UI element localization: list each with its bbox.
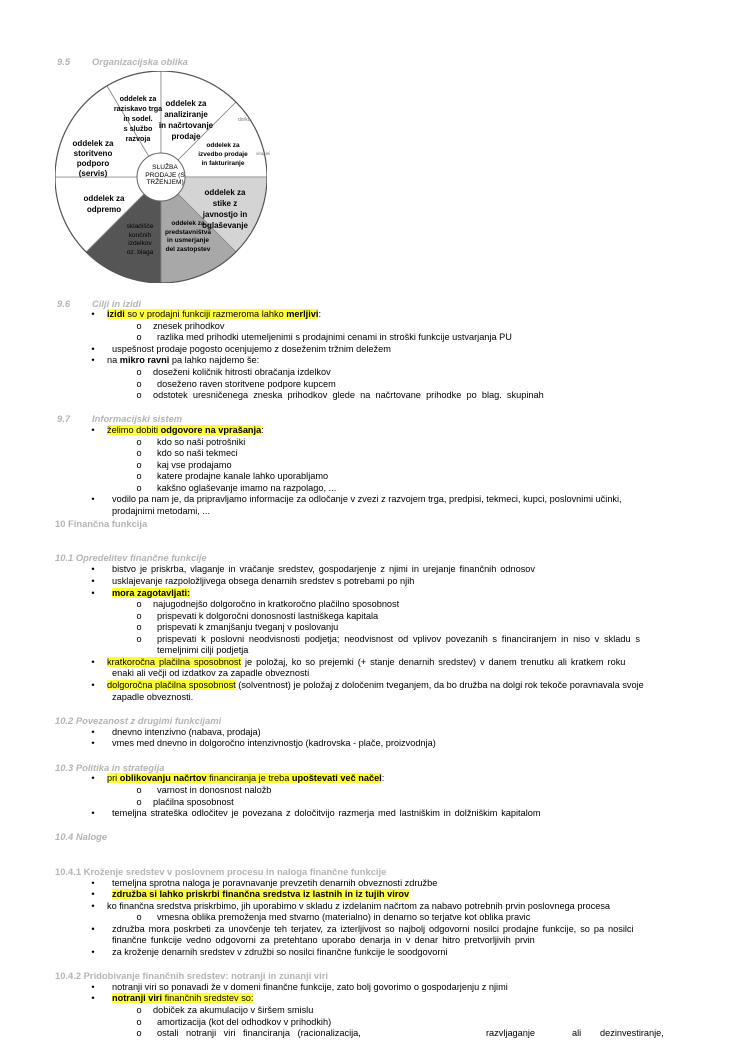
sub-bullet-marker: o (136, 785, 142, 795)
sub-bullet-marker: o (136, 1017, 142, 1027)
sub-list-item: vmesna oblika premoženja med stvarno (materialno) in denarno so terjatve kot oblika pravic (157, 912, 531, 922)
section-heading-10-3: 10.3 Politika in strategija (55, 762, 165, 773)
sub-list-item: prispevati k dolgoročni donosnosti lastniškega kapitala (157, 611, 379, 621)
bullet-marker: • (91, 738, 95, 748)
wheel-segment-raziskave: oddelek za raziskavo trga in sodel. s službo razvoja (113, 94, 163, 143)
sub-list-item: najugodnejšo dolgoročno in kratkoročno plačilno sposobnost (153, 599, 400, 609)
sub-bullet-marker: o (136, 611, 142, 621)
list-item: notranji viri so ponavadi že v domeni finančne funkcije, zato bolj govorimo o gospodarjenju z njimi (112, 982, 508, 992)
bullet-marker: • (91, 808, 95, 818)
sub-list-item: znesek prihodkov (153, 321, 225, 331)
list-item: dnevno intenzivno (nabava, prodaja) (112, 727, 261, 737)
sub-list-item: ostali notranji viri financiranja (racionalizacija, (157, 1028, 361, 1038)
sub-bullet-marker: o (136, 367, 142, 377)
sub-bullet-marker: o (136, 599, 142, 609)
sub-list-item: katere prodajne kanale lahko uporabljamo (157, 471, 329, 481)
sub-bullet-marker: o (136, 622, 142, 632)
sub-bullet-marker: o (136, 390, 142, 400)
list-item: usklajevanje razpoložljivega obsega denarnih sredstev s potrebami po njih (112, 576, 415, 586)
list-item: dolgoročna plačilna sposobnost (solventnost) je položaj z določenim tveganjem, da bo družba na dolgi rok tekoče poravnavala svoje (107, 680, 644, 690)
sub-bullet-marker: o (136, 437, 142, 447)
sub-list-item: prispevati k poslovni neodvisnosti podjetja; neodvisnost od vplivov povezanih s financiranjem in niso v skladu s (157, 634, 640, 644)
sub-list-item-word: razvljaganje (486, 1028, 536, 1038)
sub-list-item: doseženo raven storitvene podpore kupcem (157, 379, 336, 389)
list-item-continuation: prodajnimi metodami, ... (112, 506, 211, 516)
sub-bullet-marker: o (136, 379, 142, 389)
sub-bullet-marker: o (136, 912, 142, 922)
sub-list-item: kaj vse prodajamo (157, 460, 232, 470)
sub-bullet-marker: o (136, 797, 142, 807)
list-item: uspešnost prodaje pogosto ocenjujemo z doseženim tržnim deležem (112, 344, 391, 354)
sub-list-item: doseženi količnik hitrosti obračanja izdelkov (153, 367, 331, 377)
list-item: pri oblikovanju načrtov financiranja je treba upoštevati več načel: (107, 773, 385, 783)
sub-bullet-marker: o (136, 332, 142, 342)
bullet-marker: • (91, 889, 95, 899)
list-item: bistvo je priskrba, vlaganje in vračanje sredstev, gospodarjenje z njimi in urejanje finančnih odnosov (112, 564, 536, 574)
list-item: na mikro ravni pa lahko najdemo še: (107, 355, 260, 365)
wheel-segment-izvedbo: oddelek za izvedbo prodaje in fakturiranje (198, 142, 248, 167)
bullet-marker: • (91, 344, 95, 354)
sub-bullet-marker: o (136, 1005, 142, 1015)
sub-list-item: razlika med prihodki utemeljenimi s prodajnimi cenami in stroški funkcije ustvarjanja PU (157, 332, 512, 342)
bullet-marker: • (91, 657, 95, 667)
sub-list-item: plačilna sposobnost (153, 797, 234, 807)
list-item: združba si lahko priskrbi finančna sredstva iz lastnih in iz tujih virov (112, 889, 410, 899)
bullet-marker: • (91, 588, 95, 598)
sub-list-item: kdo so naši tekmeci (157, 448, 238, 458)
sub-bullet-marker: o (136, 634, 142, 644)
list-item: notranji viri finančnih sredstev so: (112, 993, 254, 1003)
section-heading-10-4-2: 10.4.2 Pridobivanje finančnih sredstev: notranji in zunanji viri (55, 970, 328, 981)
list-item: za kroženje denarnih sredstev v združbi so nosilci finančne funkcije le soodgovorni (112, 947, 448, 957)
bullet-marker: • (91, 355, 95, 365)
list-item: mora zagotavljati: (112, 588, 191, 598)
list-item-continuation: zapadle obveznosti. (112, 692, 194, 702)
bullet-marker: • (91, 564, 95, 574)
bullet-marker: • (91, 901, 95, 911)
sub-bullet-marker: o (136, 1028, 142, 1038)
sub-list-item-continuation: temeljnimi cilji podjetja (157, 645, 249, 655)
sub-list-item-word: ali (572, 1028, 582, 1038)
list-item: vmes med dnevno in dolgoročno intenzivnostjo (kadrovska - plače, proizvodnja) (112, 738, 436, 748)
section-heading-10-2: 10.2 Povezanost z drugimi funkcijami (55, 715, 222, 726)
wheel-segment-skladisce: skladišče končnih izdelkov oz. blaga (126, 223, 154, 256)
sub-list-item: kakšno oglaševanje imamo na razpolago, ... (157, 483, 337, 493)
bullet-marker: • (91, 727, 95, 737)
bullet-marker: • (91, 309, 95, 319)
list-item: združba mora poskrbeti za unovčenje teh terjatev, za izterljivost so najbolj odgovorni nosilci prodajne funkcije, so pa nosilci (112, 924, 634, 934)
bullet-marker: • (91, 947, 95, 957)
list-item: vodilo pa nam je, da pripravljamo informacije za odločanje v zvezi z razvojem trga, predpisi, tekmeci, kupci, poslovnimi učinki, (112, 494, 622, 504)
bullet-marker: • (91, 425, 95, 435)
bullet-marker: • (91, 494, 95, 504)
bullet-marker: • (91, 924, 95, 934)
bullet-marker: • (91, 993, 95, 1003)
list-item: ko finančna sredstva priskrbimo, jih uporabimo v skladu z izdelanim načrtom za nabavo potrebnih prvin poslovnega procesa (107, 901, 611, 911)
chapter-heading-10: 10 Finančna funkcija (55, 518, 148, 529)
section-heading-10-1: 10.1 Opredelitev finančne funkcije (55, 552, 207, 563)
section-heading-9-7: 9.7 Informacijski sistem (57, 413, 183, 424)
bullet-marker: • (91, 680, 95, 690)
sub-list-item-word: dezinvestiranje, (600, 1028, 664, 1038)
wheel-segment-storitveno: oddelek za storitveno podporo (servis) (72, 139, 114, 178)
sub-bullet-marker: o (136, 321, 142, 331)
list-item: izidi so v prodajni funkciji razmeroma lahko merljivi: (107, 309, 321, 319)
section-heading-9-6: 9.6 Cilji in izidi (57, 298, 141, 309)
list-item: kratkoročna plačilna sposobnost je položaj, ko so prejemki (+ stanje denarnih sredstev) v danem trenutku ali kratkem roku (107, 657, 626, 667)
section-heading-9-5: 9.5 Organizacijska oblika (57, 56, 188, 67)
sub-bullet-marker: o (136, 460, 142, 470)
bullet-marker: • (91, 773, 95, 783)
list-item-continuation: enaki ali večji od izdatkov za zapadle obveznosti (112, 668, 310, 678)
section-heading-10-4: 10.4 Naloge (55, 831, 108, 842)
sub-list-item: amortizacija (kot del odhodkov v prihodkih) (157, 1017, 332, 1027)
sub-list-item: varnost in donosnost naložb (157, 785, 272, 795)
wheel-segment-predstavnistva: oddelek za predstavništva in usmerjanje del zastopstev (165, 220, 211, 253)
sub-list-item: dobiček za akumulacijo v širšem smislu (153, 1005, 314, 1015)
wheel-segment-javnostjo: oddelek za stike z javnostjo in oglaševanje (202, 188, 248, 230)
sub-bullet-marker: o (136, 471, 142, 481)
sub-list-item: odstotek uresničenega zneska prihodkov glede na načrtovane prihodke po blag. skupinah (153, 390, 544, 400)
section-heading-10-4-1: 10.4.1 Kroženje sredstev v poslovnem procesu in naloga finančne funkcije (55, 866, 387, 877)
wheel-center-label: SLUŽBA PRODAJE (S TRŽENJEM) (145, 164, 185, 186)
wheel-label-dorka: dorka (238, 117, 251, 123)
sub-bullet-marker: o (136, 448, 142, 458)
list-item: temeljna strateška odločitev je povezana z določitvijo razmerja med lastniškim in dolžniškim kapitalom (112, 808, 541, 818)
wheel-segment-odpremo: oddelek za odpremo (83, 194, 125, 214)
bullet-marker: • (91, 878, 95, 888)
bullet-marker: • (91, 576, 95, 586)
wheel-segment-analiziranje: oddelek za analiziranje in načrtovanje prodaje (158, 99, 214, 141)
sub-list-item: prispevati k zmanjšanju tveganj v poslovanju (157, 622, 339, 632)
list-item: želimo dobiti odgovore na vprašanja: (107, 425, 264, 435)
list-item-continuation: finančne funkcije vedno odgovorni za pretehtano uporabo denarja in v denar hitro pretvorljivih prvin (112, 935, 535, 945)
sub-list-item: kdo so naši potrošniki (157, 437, 246, 447)
sub-bullet-marker: o (136, 483, 142, 493)
wheel-label-vitagini: vitagini (256, 151, 271, 156)
list-item: temeljna sprotna naloga je poravnavanje prevzetih denarnih obveznosti združbe (112, 878, 438, 888)
bullet-marker: • (91, 982, 95, 992)
